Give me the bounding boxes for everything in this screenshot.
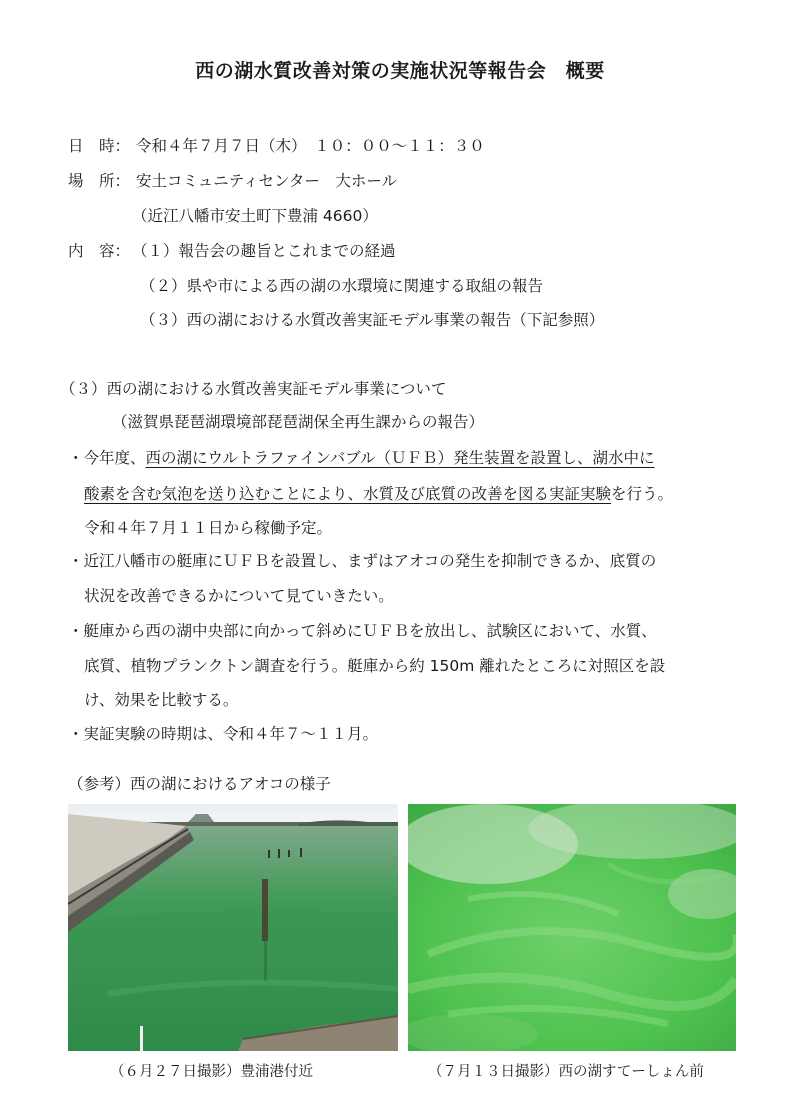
section-source: （滋賀県琵琶湖環境部琵琶湖保全再生課からの報告） — [112, 413, 485, 431]
page-title: 西の湖水質改善対策の実施状況等報告会 概要 — [195, 60, 605, 82]
place-label: 場 所： — [68, 172, 131, 190]
lake-photo-right — [408, 804, 736, 1051]
bullet-4: ・実証実験の時期は、令和４年７～１１月。 — [68, 725, 379, 743]
place-address: （近江八幡市安土町下豊浦 4660） — [132, 207, 378, 225]
section-heading: （３）西の湖における水質改善実証モデル事業について — [60, 380, 447, 398]
bullet-3-line-1: ・艇庫から西の湖中央部に向かって斜めにＵＦＢを放出し、試験区において、水質、 — [68, 622, 657, 640]
caption-left: （６月２７日撮影）豊浦港付近 — [110, 1064, 313, 1080]
bullet-1-line-2 — [84, 482, 673, 504]
reference-heading: （参考）西の湖におけるアオコの様子 — [68, 775, 331, 793]
bullet-1-prefix: ・今年度、 — [68, 449, 146, 467]
bullet-3-line-3: け、効果を比較する。 — [84, 691, 239, 709]
bullet-1-line-1 — [68, 446, 655, 468]
place-value: 安土コミュニティセンター 大ホール — [136, 172, 398, 190]
date-value: 令和４年７月７日（木） １０：００～１１：３０ — [136, 137, 485, 155]
bullet-3-line-2: 底質、植物プランクトン調査を行う。艇庫から約 150m 離れたところに対照区を設 — [84, 657, 666, 675]
lake-photo-left — [68, 804, 398, 1051]
bullet-2-line-1: ・近江八幡市の艇庫にＵＦＢを設置し、まずはアオコの発生を抑制できるか、底質の — [68, 552, 657, 570]
content-item: （１）報告会の趣旨とこれまでの経過 — [132, 242, 396, 260]
content-item: （２）県や市による西の湖の水環境に関連する取組の報告 — [140, 277, 544, 295]
caption-right: （７月１３日撮影）西の湖すてーしょん前 — [428, 1064, 704, 1080]
date-label: 日 時： — [68, 137, 131, 155]
bullet-2-line-2: 状況を改善できるかについて見ていきたい。 — [84, 587, 394, 605]
bullet-1-line-3: 令和４年７月１１日から稼働予定。 — [84, 519, 333, 537]
bullet-1-suffix: を行う。 — [611, 485, 674, 503]
content-label: 内 容： — [68, 242, 131, 260]
content-item: （３）西の湖における水質改善実証モデル事業の報告（下記参照） — [140, 311, 605, 329]
bullet-1-underlined-2: 酸素を含む気泡を送り込むことにより、水質及び底質の改善を図る実証実験 — [84, 485, 612, 503]
bullet-1-underlined: 西の湖にウルトラファインバブル（ＵＦＢ）発生装置を設置し、湖水中に — [145, 449, 655, 467]
